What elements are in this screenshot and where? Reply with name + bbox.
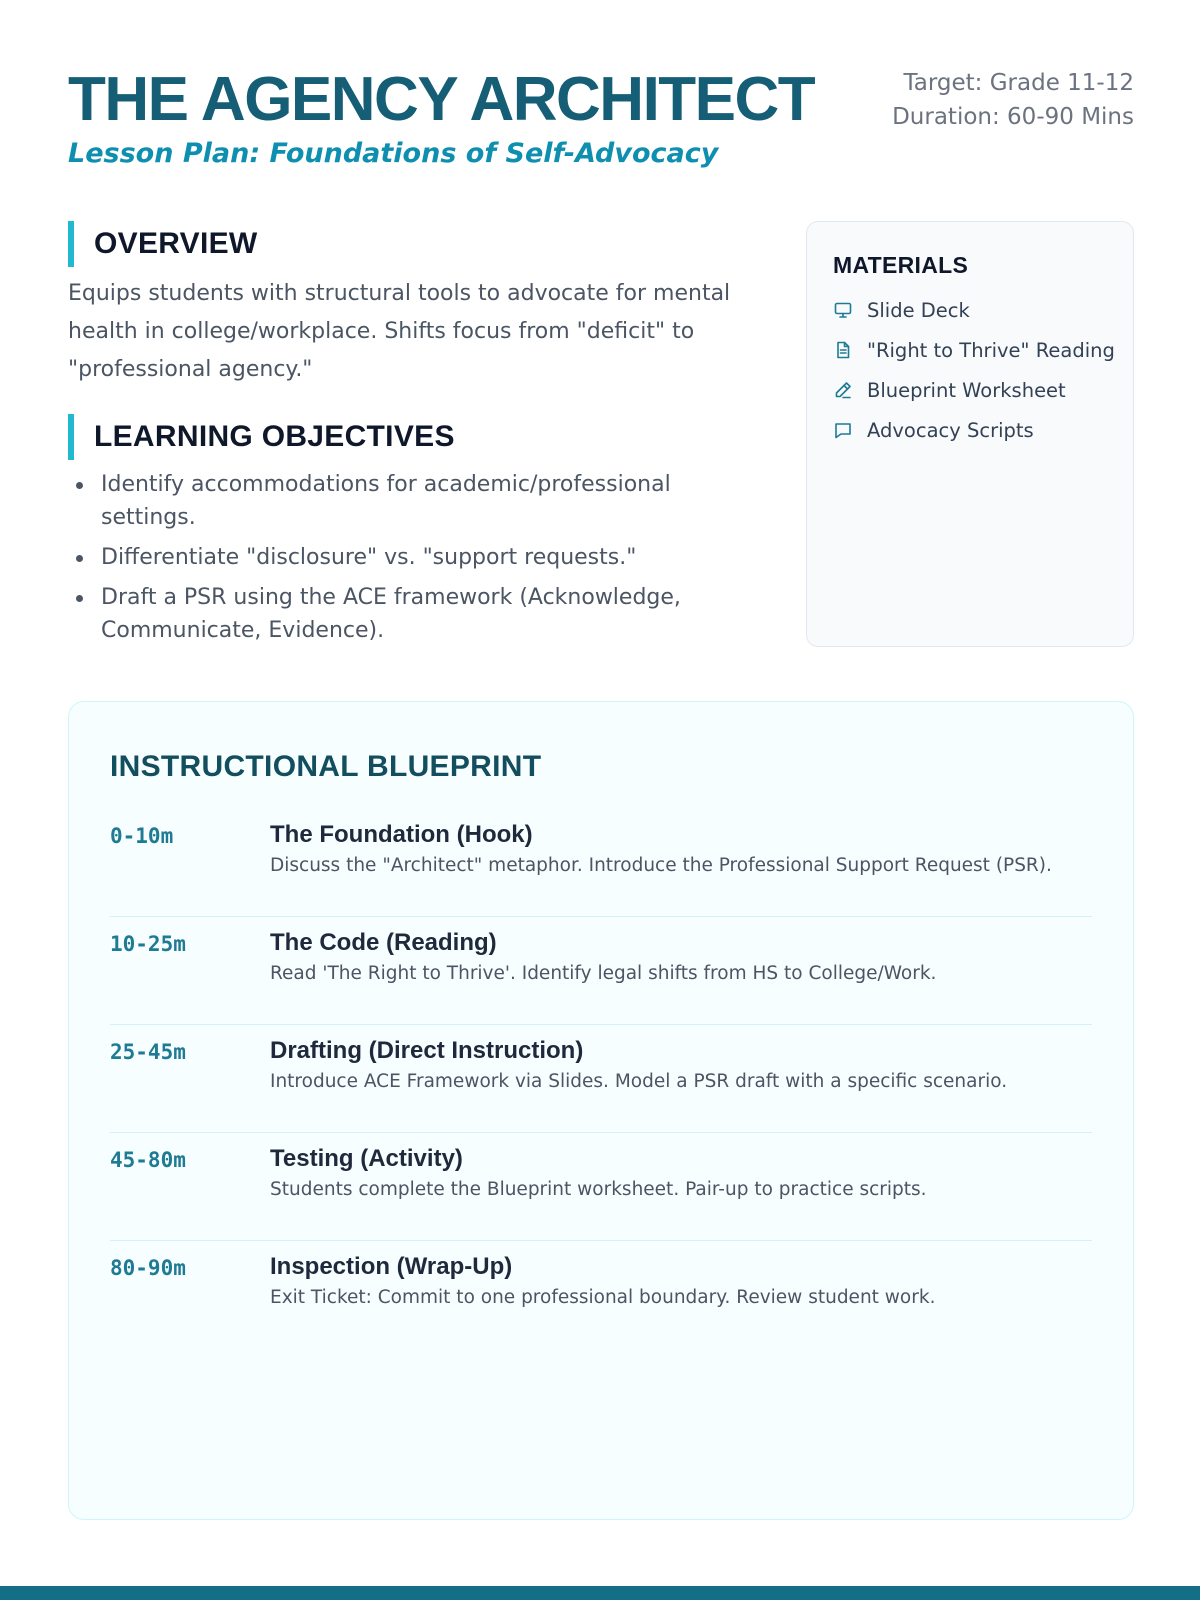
step-time: 80-90m [110,1256,186,1280]
section-accent-bar [68,414,74,460]
step-name: Testing (Activity) [270,1145,463,1172]
bullet-icon [76,595,83,602]
blueprint-step [110,917,1092,1025]
blueprint-step [110,809,1092,917]
bullet-icon [76,555,83,562]
chat-bubble-icon [833,420,853,440]
target-grade: Target: Grade 11-12 [903,70,1134,96]
objectives-list [68,468,738,647]
step-time: 45-80m [110,1148,186,1172]
step-name: Inspection (Wrap-Up) [270,1253,513,1280]
blueprint-title: INSTRUCTIONAL BLUEPRINT [110,750,542,783]
material-label: Blueprint Worksheet [867,378,1066,402]
step-name: Drafting (Direct Instruction) [270,1037,584,1064]
step-description: Students complete the Blueprint worksheet. Pair-up to practice scripts. [270,1179,927,1200]
step-name: The Code (Reading) [270,929,497,956]
overview-text: Equips students with structural tools to advocate for mental health in college/workplace. Shifts focus from "deficit" to "professional agency." [68,281,731,382]
step-name: The Foundation (Hook) [270,821,533,848]
objective-item [68,468,738,534]
step-description: Read 'The Right to Thrive'. Identify legal shifts from HS to College/Work. [270,963,937,984]
objectives-title: LEARNING OBJECTIVES [94,420,455,453]
step-description: Exit Ticket: Commit to one professional boundary. Review student work. [270,1287,936,1308]
objective-text: Draft a PSR using the ACE framework (Acknowledge, Communicate, Evidence). [101,585,681,643]
material-item-worksheet [833,370,1107,410]
material-item-reading [833,330,1115,370]
objective-text: Differentiate "disclosure" vs. "support requests." [101,545,637,570]
material-item-scripts [833,410,1107,450]
material-label: Advocacy Scripts [867,418,1034,442]
section-accent-bar [68,221,74,267]
material-label: "Right to Thrive" Reading [867,338,1115,362]
blueprint-step [110,1241,1092,1349]
objective-item [68,541,738,574]
step-description: Discuss the "Architect" metaphor. Introduce the Professional Support Request (PSR). [270,855,1052,876]
objective-text: Identify accommodations for academic/professional settings. [101,472,671,530]
step-description: Introduce ACE Framework via Slides. Model a PSR draft with a specific scenario. [270,1071,1008,1092]
page-subtitle: Lesson Plan: Foundations of Self-Advocacy [68,138,719,169]
step-time: 25-45m [110,1040,186,1064]
pencil-icon [833,380,853,400]
blueprint-step [110,1133,1092,1241]
page-header [68,66,1134,186]
materials-title: MATERIALS [833,252,969,278]
blueprint-step [110,1025,1092,1133]
objectives-section [68,414,738,654]
bullet-icon [76,482,83,489]
lesson-duration: Duration: 60-90 Mins [892,104,1134,130]
lesson-meta [892,66,1134,134]
instructional-blueprint [68,701,1134,1520]
footer-bar [0,1586,1200,1600]
materials-card [806,221,1134,647]
objectives-heading [68,414,738,460]
material-label: Slide Deck [867,298,970,322]
objective-item [68,581,738,647]
step-time: 0-10m [110,824,174,848]
document-icon [833,340,853,360]
step-time: 10-25m [110,932,186,956]
material-item-slide-deck [833,290,1107,330]
overview-section [68,221,738,389]
page-title: THE AGENCY ARCHITECT [68,65,815,134]
monitor-icon [833,300,853,320]
overview-heading [68,221,738,267]
overview-title: OVERVIEW [94,227,258,260]
